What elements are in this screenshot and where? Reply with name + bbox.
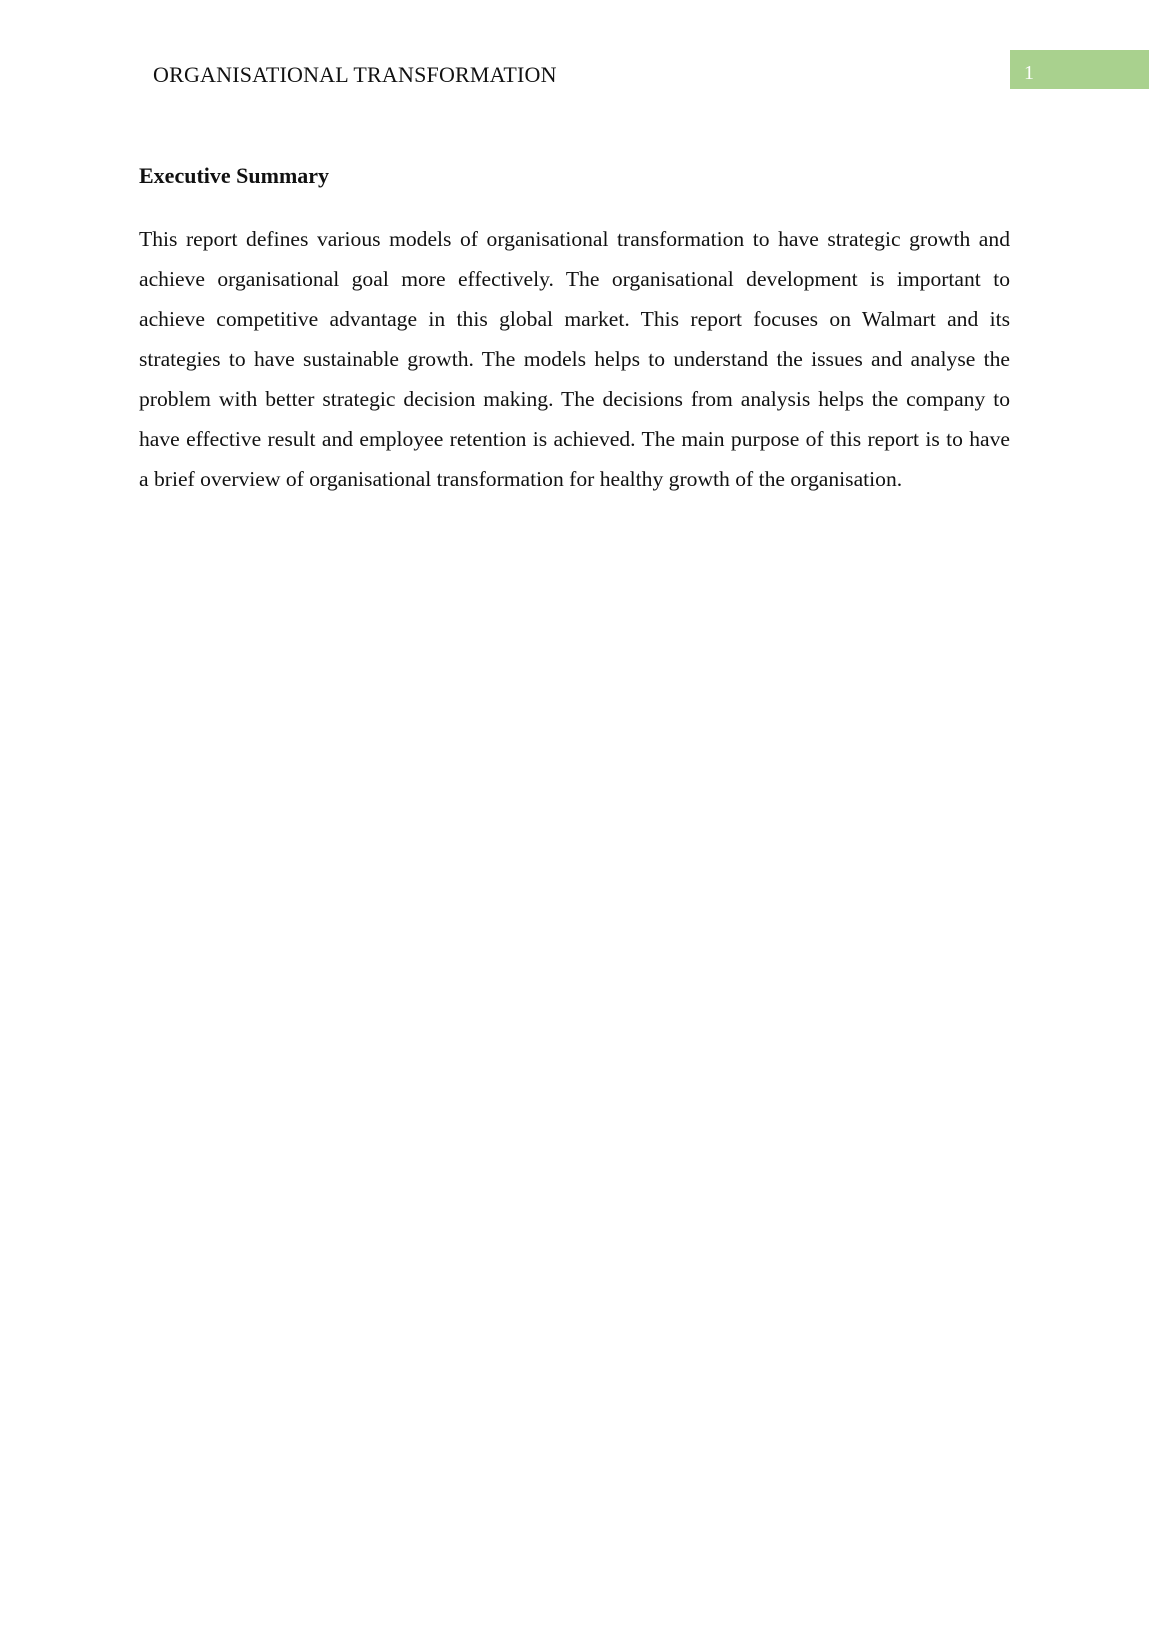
executive-summary-heading: Executive Summary (139, 163, 330, 188)
page-number: 1 (1024, 62, 1034, 84)
running-header-title: ORGANISATIONAL TRANSFORMATION (153, 62, 557, 87)
executive-summary-paragraph: This report defines various models of organisational transformation to have strategic growth and achieve organisational goal more effectively. The organisational development is important to achieve competitive advantage in this global market. This report focuses on Walmart and its strategies to have sustainable growth. The models helps to understand the issues and analyse the problem with better strategic decision making. The decisions from analysis helps the company to have effective result and employee retention is achieved. The main purpose of this report is to have a brief overview of organisational transformation for healthy growth of the organisation. (139, 227, 1010, 491)
page-number-badge (1010, 50, 1149, 89)
